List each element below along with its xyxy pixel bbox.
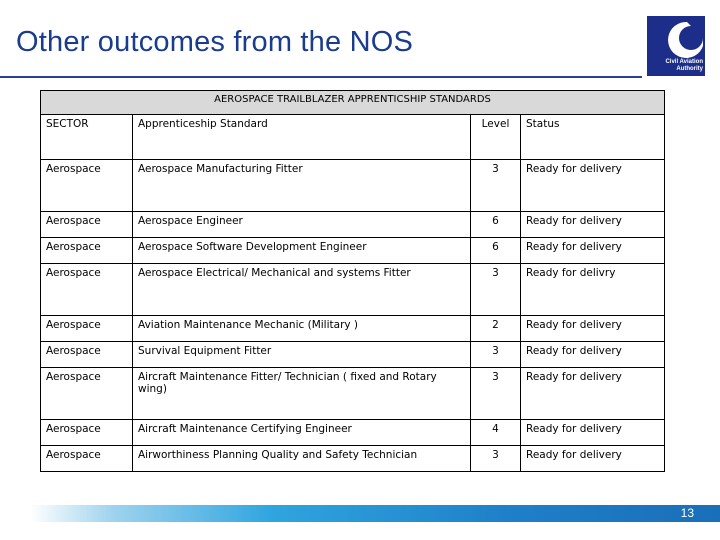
header-sector: SECTOR xyxy=(41,115,133,160)
cell-level: 3 xyxy=(471,368,521,420)
cell-sector: Aerospace xyxy=(41,316,133,342)
cell-level: 4 xyxy=(471,420,521,446)
cell-sector: Aerospace xyxy=(41,160,133,212)
cell-sector: Aerospace xyxy=(41,446,133,472)
cell-level: 3 xyxy=(471,446,521,472)
standards-table xyxy=(40,90,665,472)
header-standard: Apprenticeship Standard xyxy=(133,115,471,160)
cell-level: 3 xyxy=(471,264,521,316)
footer-bar xyxy=(30,505,720,522)
table-banner-row xyxy=(41,91,665,115)
table-row xyxy=(41,342,665,368)
title-divider xyxy=(0,76,642,78)
cell-standard: Aircraft Maintenance Certifying Engineer xyxy=(133,420,471,446)
cell-status: Ready for delivery xyxy=(521,446,665,472)
slide-title: Other outcomes from the NOS xyxy=(16,26,414,58)
table-row xyxy=(41,316,665,342)
cell-sector: Aerospace xyxy=(41,368,133,420)
cell-standard: Aerospace Manufacturing Fitter xyxy=(133,160,471,212)
cell-standard: Aircraft Maintenance Fitter/ Technician ( fixed and Rotary wing) xyxy=(133,368,471,420)
cell-level: 3 xyxy=(471,160,521,212)
cell-sector: Aerospace xyxy=(41,420,133,446)
caa-logo xyxy=(647,16,705,76)
cell-sector: Aerospace xyxy=(41,212,133,238)
cell-sector: Aerospace xyxy=(41,238,133,264)
cell-status: Ready for delivry xyxy=(521,264,665,316)
logo-line-2: Authority xyxy=(676,65,703,72)
cell-standard: Aviation Maintenance Mechanic (Military ) xyxy=(133,316,471,342)
table-row xyxy=(41,420,665,446)
cell-standard: Airworthiness Planning Quality and Safety Technician xyxy=(133,446,471,472)
cell-standard: Aerospace Engineer xyxy=(133,212,471,238)
page-number: 13 xyxy=(680,506,694,520)
cell-status: Ready for delivery xyxy=(521,368,665,420)
cell-status: Ready for delivery xyxy=(521,420,665,446)
logo-line-1: Civil Aviation xyxy=(665,59,703,65)
cell-status: Ready for delivery xyxy=(521,212,665,238)
header-status: Status xyxy=(521,115,665,160)
logo-wordmark xyxy=(651,59,703,72)
cell-status: Ready for delivery xyxy=(521,160,665,212)
table-row xyxy=(41,238,665,264)
cell-level: 6 xyxy=(471,212,521,238)
cell-level: 3 xyxy=(471,342,521,368)
header-level: Level xyxy=(471,115,521,160)
cell-status: Ready for delivery xyxy=(521,316,665,342)
table-row xyxy=(41,212,665,238)
cell-standard: Survival Equipment Fitter xyxy=(133,342,471,368)
cell-standard: Aerospace Electrical/ Mechanical and systems Fitter xyxy=(133,264,471,316)
table-row xyxy=(41,160,665,212)
table-row xyxy=(41,446,665,472)
cell-status: Ready for delivery xyxy=(521,342,665,368)
table-row xyxy=(41,264,665,316)
cell-sector: Aerospace xyxy=(41,342,133,368)
table-header-row xyxy=(41,115,665,160)
cell-sector: Aerospace xyxy=(41,264,133,316)
table-row xyxy=(41,368,665,420)
cell-status: Ready for delivery xyxy=(521,238,665,264)
cell-standard: Aerospace Software Development Engineer xyxy=(133,238,471,264)
cell-level: 6 xyxy=(471,238,521,264)
cell-level: 2 xyxy=(471,316,521,342)
table-banner: AEROSPACE TRAILBLAZER APPRENTICSHIP STANDARDS xyxy=(41,91,665,115)
